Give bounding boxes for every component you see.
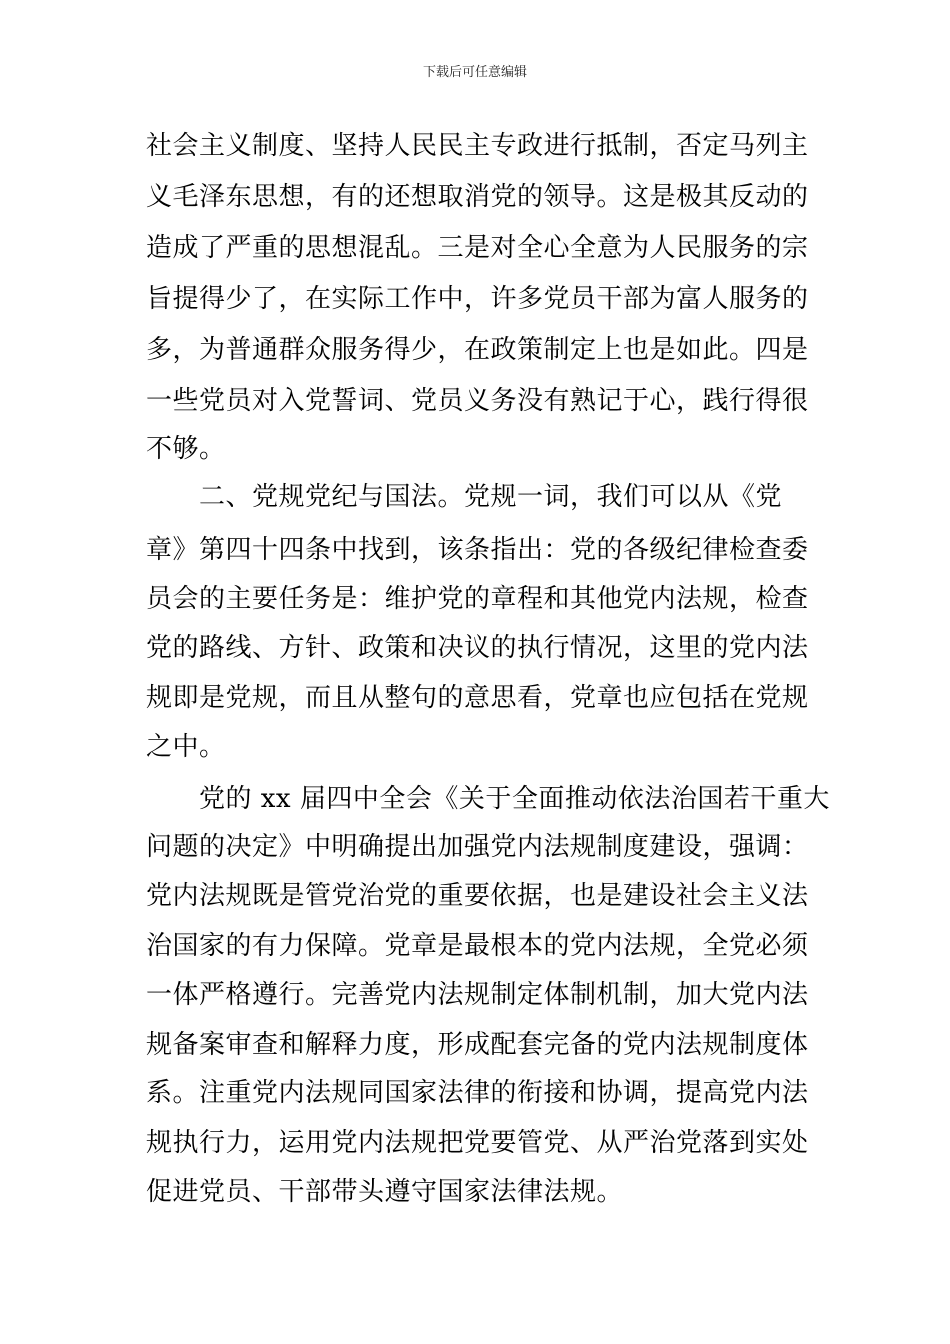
- text-line: 章》第四十四条中找到，该条指出：党的各级纪律检查委: [146, 535, 809, 565]
- text-line: 旨提得少了，在实际工作中，许多党员干部为富人服务的: [146, 284, 809, 314]
- text-line: 之中。: [146, 732, 226, 762]
- text-line: 党的路线、方针、政策和决议的执行情况，这里的党内法: [146, 633, 809, 663]
- text-line: 员会的主要任务是：维护党的章程和其他党内法规，检查: [146, 584, 809, 614]
- text-line: 规即是党规，而且从整句的意思看，党章也应包括在党规: [146, 683, 809, 713]
- text-line: 多，为普通群众服务得少，在政策制定上也是如此。四是: [146, 335, 809, 365]
- text-line: 问题的决定》中明确提出加强党内法规制度建设，强调：: [146, 832, 809, 862]
- text-line: 规备案审查和解释力度，形成配套完备的党内法规制度体: [146, 1030, 809, 1060]
- text-line: 促进党员、干部带头遵守国家法律法规。: [146, 1177, 624, 1207]
- text-line: 治国家的有力保障。党章是最根本的党内法规，全党必须: [146, 931, 809, 961]
- text-line: 一体严格遵行。完善党内法规制定体制机制，加大党内法: [146, 980, 809, 1010]
- text-line: 二、党规党纪与国法。党规一词，我们可以从《党: [146, 482, 783, 512]
- text-line: 规执行力，运用党内法规把党要管党、从严治党落到实处: [146, 1128, 809, 1158]
- text-line: 党内法规既是管党治党的重要依据，也是建设社会主义法: [146, 881, 809, 911]
- text-line: 造成了严重的思想混乱。三是对全心全意为人民服务的宗: [146, 233, 809, 263]
- page-header: 下载后可任意编辑: [422, 65, 527, 80]
- text-line: 义毛泽东思想，有的还想取消党的领导。这是极其反动的: [146, 182, 809, 212]
- text-line: 不够。: [146, 434, 226, 464]
- text-line: 一些党员对入党誓词、党员义务没有熟记于心，践行得很: [146, 386, 809, 416]
- text-line: 系。注重党内法规同国家法律的衔接和协调，提高党内法: [146, 1078, 809, 1108]
- text-line: 党的 xx 届四中全会《关于全面推动依法治国若干重大: [146, 784, 830, 814]
- text-line: 社会主义制度、坚持人民民主专政进行抵制，否定马列主: [146, 131, 809, 161]
